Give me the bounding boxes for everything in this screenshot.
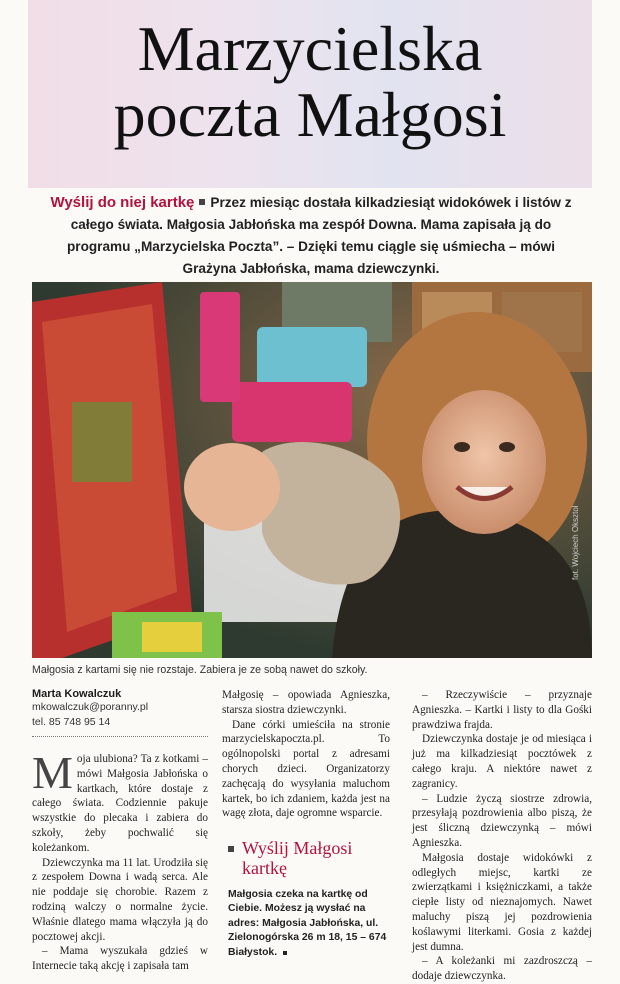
headline-line-1: Marzycielska [137, 13, 483, 84]
lead-paragraph [46, 192, 576, 280]
author-phone: tel. 85 748 95 14 [32, 716, 111, 728]
article-column-2 [222, 688, 390, 821]
paragraph: – Mama wyszukała gdzieś w Internecie taką akcję i zapisała tam [32, 945, 208, 973]
article-column-3 [412, 688, 592, 984]
paragraph: – A koleżanki mi zazdroszczą – dodaje dziewczynka. [412, 955, 592, 983]
promo-box [228, 838, 392, 960]
headline [28, 13, 592, 150]
byline [32, 688, 208, 737]
girl-with-postcards-image [32, 282, 592, 658]
promo-address-text: Małgosia czeka na kartkę od Ciebie. Możesz ją wysłać na adres: Małgosia Jabłońska, ul. Zielonogórska 26 m 18, 15 – 674 Białystok. [228, 889, 387, 958]
square-bullet-icon [199, 199, 205, 205]
paragraph: – Rzeczywiście – przyznaje Agnieszka. – Kartki i listy to dla Gośki prawdziwa frajda. [412, 689, 592, 731]
promo-title: Wyślij Małgosi kartkę [242, 838, 353, 878]
paragraph: Małgosię – opowiada Agnieszka, starsza siostra dziewczynki. [222, 689, 390, 716]
article-column-1 [32, 747, 208, 974]
drop-cap: M [32, 747, 73, 798]
author-name: Marta Kowalczuk [32, 688, 122, 700]
paragraph: Dziewczynka ma 11 lat. Urodziła się z zespołem Downa i wadą serca. Ale nie poddaje się chorobie. Razem z rodziną walczy o normalne życie. Właśnie dlatego mama włączyła ją do pocztowej akcji. [32, 856, 208, 943]
headline-line-2: poczta Małgosi [113, 79, 507, 150]
paragraph: Małgosia dostaje widokówki z odległych miejsc, kartki ze zwierzątkami i księżniczkami, a także ciepłe listy od nieznajomych. Nawet maluchy piszą jej pozdrowienia koślawymi literkami. Gosia z każdej jest dumna. [412, 851, 592, 953]
promo-body [228, 888, 392, 960]
byline-divider [32, 736, 208, 737]
paragraph: oja ulubiona? Ta z kotkami – mówi Małgosia Jabłońska o kartkach, które dostaje z całego świata. Codziennie pakuje wszystkie do plecaka i zabiera do szkoły, żeby pochwalić się koleżankom. [32, 753, 208, 854]
paragraph: Dziewczynka dostaje je od miesiąca i już ma kilkadziesiąt pocztówek z całego kraju. A niektóre nawet z zagranicy. [412, 733, 592, 790]
photo-caption: Małgosia z kartami się nie rozstaje. Zabiera je ze sobą nawet do szkoły. [32, 664, 368, 676]
article-photo [32, 282, 592, 658]
lead-text: Przez miesiąc dostała kilkadziesiąt widokówek i listów z całego świata. Małgosia Jabłońska ma zespół Downa. Mama zapisała ją do programu „Marzycielska Poczta”. – Dzięki temu ciągle się uśmiecha – mówi Grażyna Jabłońska, mama dziewczynki. [66, 195, 572, 276]
photo-credit: fot. Wojciech Oksztol [571, 505, 580, 580]
square-bullet-icon [228, 846, 234, 852]
paragraph: Dane córki umieściła na stronie marzycielskapoczta.pl. To ogólnopolski portal z adresami chorych dzieci. Organizatorzy zachęcają do wysyłania maluchom kartek, bo ich zdaniem, każda jest na wagę złota, daje ogromne wsparcie. [222, 718, 390, 820]
lead-kicker: Wyślij do niej kartkę [50, 194, 195, 211]
author-email: mkowalczuk@poranny.pl [32, 701, 149, 713]
end-mark-icon [283, 951, 287, 955]
paragraph: – Ludzie życzą siostrze zdrowia, przesyłają pozdrowienia albo piszą, że jest śliczną dziewczynką – mówi Agnieszka. [412, 792, 592, 849]
